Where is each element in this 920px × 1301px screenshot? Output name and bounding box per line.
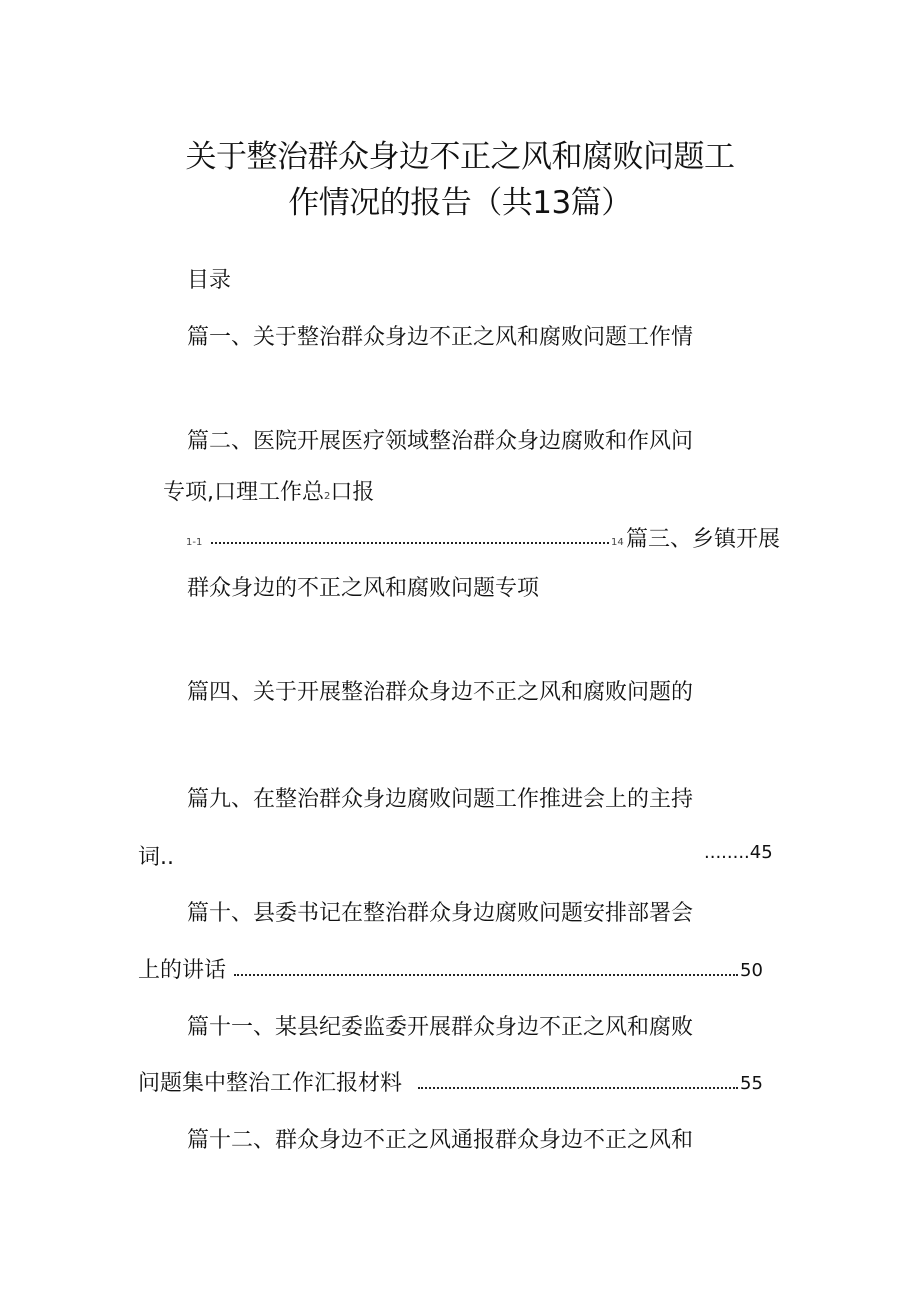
toc-entry-11-line-1[interactable]: 篇十一、某县纪委监委开展群众身边不正之风和腐败 xyxy=(187,1015,694,1040)
toc-entry-2-line-1[interactable]: 篇二、医院开展医疗领域整治群众身边腐败和作风问 xyxy=(187,429,694,454)
toc-entry-2-leader-dots xyxy=(211,538,609,544)
document-title-line-2: 作情况的报告（共13篇） xyxy=(288,185,632,221)
toc-entry-2-small-mark: 2 xyxy=(324,491,331,502)
toc-entry-11-page-number: 55 xyxy=(740,1073,763,1094)
toc-entry-10-page-number: 50 xyxy=(740,960,763,981)
toc-entry-10-line-1[interactable]: 篇十、县委书记在整治群众身边腐败问题安排部署会 xyxy=(187,901,694,926)
toc-entry-2-page-number: 14 xyxy=(611,537,624,548)
toc-entry-4[interactable]: 篇四、关于开展整治群众身边不正之风和腐败问题的 xyxy=(187,680,694,705)
toc-entry-10-leader-dots xyxy=(234,970,738,976)
toc-entry-11-line-2[interactable]: 问题集中整治工作汇报材料 xyxy=(138,1071,403,1096)
toc-entry-2-line-2[interactable] xyxy=(163,478,374,512)
toc-entry-1[interactable]: 篇一、关于整治群众身边不正之风和腐败问题工作情 xyxy=(187,325,694,350)
toc-entry-2-text-a: 专项,口理工作总 xyxy=(163,480,324,505)
document-title-line-1: 关于整治群众身边不正之风和腐败问题工 xyxy=(185,139,735,175)
toc-entry-3-line-2[interactable]: 群众身边的不正之风和腐败问题专项 xyxy=(187,576,540,601)
toc-entry-9-line-1[interactable]: 篇九、在整治群众身边腐败问题工作推进会上的主持 xyxy=(187,787,694,812)
toc-entry-9-line-2[interactable]: 词.. xyxy=(138,845,174,870)
toc-entry-9-page-number: ........45 xyxy=(704,842,773,863)
toc-entry-3-start[interactable]: 篇三、乡镇开展 xyxy=(626,527,781,552)
toc-heading: 目录 xyxy=(187,268,232,293)
toc-entry-10-line-2[interactable]: 上的讲话 xyxy=(138,958,227,983)
toc-entry-2-text-b: 口报 xyxy=(330,480,375,505)
toc-entry-12-line-1[interactable]: 篇十二、群众身边不正之风通报群众身边不正之风和 xyxy=(187,1128,694,1153)
toc-entry-2-small-left: 1-1 xyxy=(186,537,203,548)
toc-entry-11-leader-dots xyxy=(418,1083,738,1089)
